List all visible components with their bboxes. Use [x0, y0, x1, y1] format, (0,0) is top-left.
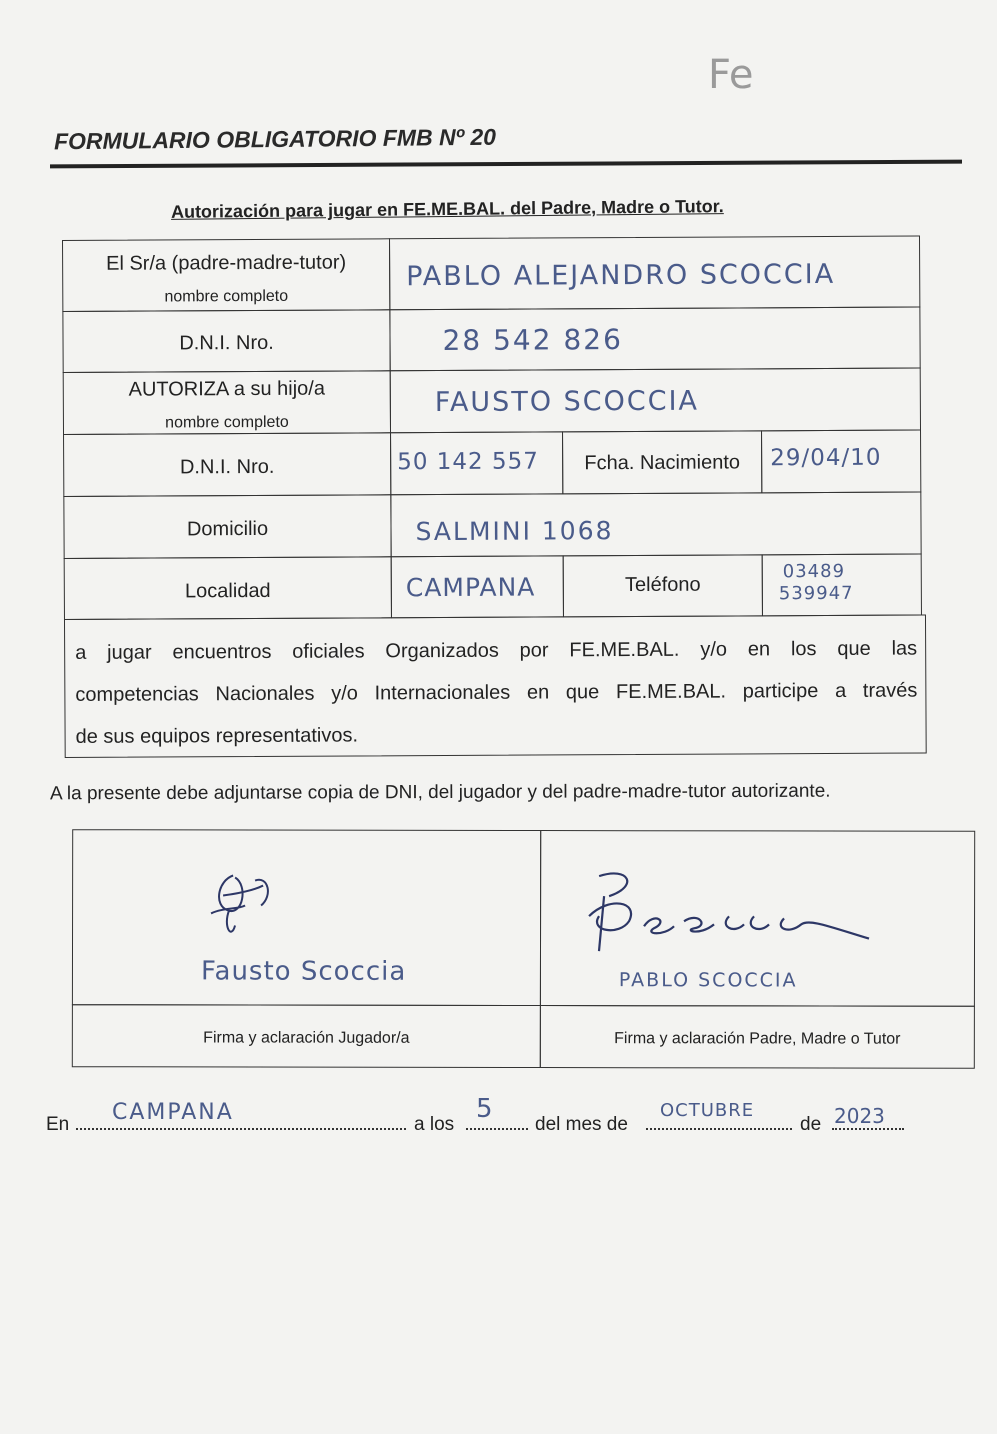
tutor-sublabel: nombre completo — [164, 287, 289, 306]
en-label: En — [46, 1114, 70, 1135]
tutor-dni-value: 28 542 826 — [442, 323, 623, 358]
tutor-name-cell[interactable] — [389, 236, 920, 311]
hijo-name-value: FAUSTO SCOCCIA — [434, 385, 700, 419]
domicilio-label: Domicilio — [186, 517, 269, 541]
year-value[interactable]: 2023 — [834, 1104, 885, 1128]
month-value[interactable]: OCTUBRE — [660, 1100, 755, 1121]
day-dotted-line — [466, 1128, 528, 1130]
fecha-value: 29/04/10 — [770, 444, 882, 472]
jugador-caption-box — [72, 1004, 541, 1068]
hijo-dni-value: 50 142 557 — [397, 448, 539, 476]
telefono-value-2: 539947 — [778, 582, 854, 605]
localidad-cell[interactable] — [391, 555, 564, 618]
form-subtitle: Autorización para jugar en FE.ME.BAL. del Padre, Madre o Tutor. — [170, 196, 724, 222]
authorization-text-cell — [64, 614, 927, 758]
federation-logo-text: Fe — [708, 52, 754, 98]
domicilio-label-cell — [63, 494, 391, 559]
mes-label: del mes de — [535, 1114, 628, 1135]
year-dotted-line — [832, 1128, 904, 1130]
authorization-table — [62, 235, 925, 757]
jugador-printed-name: Fausto Scoccia — [200, 956, 407, 987]
de-label: de — [800, 1114, 822, 1135]
place-date-line — [46, 1094, 926, 1150]
attachment-note: A la presente debe adjuntarse copia de DNI, del jugador y del padre-madre-tutor autorizante. — [49, 780, 831, 805]
en-dotted-line — [76, 1128, 406, 1130]
title-rule — [50, 160, 962, 169]
paragraph-line-3: de sus equipos representativos. — [75, 724, 359, 748]
hijo-label: AUTORIZA a su hijo/a — [128, 377, 326, 401]
domicilio-value: SALMINI 1068 — [415, 516, 614, 547]
day-value[interactable]: 5 — [476, 1094, 495, 1124]
hijo-sublabel: nombre completo — [165, 413, 289, 432]
telefono-label-cell — [563, 554, 763, 617]
localidad-value: CAMPANA — [405, 572, 536, 603]
jugador-signature-box[interactable] — [72, 829, 541, 1006]
tutor-dni-label: D.N.I. Nro. — [179, 331, 274, 355]
telefono-label: Teléfono — [624, 573, 701, 597]
month-dotted-line — [646, 1128, 792, 1130]
fecha-label: Fcha. Nacimiento — [584, 451, 741, 475]
hijo-name-cell[interactable] — [390, 368, 921, 434]
telefono-cell[interactable] — [762, 554, 922, 617]
hijo-label-cell — [63, 370, 391, 435]
domicilio-cell[interactable] — [390, 492, 921, 558]
authorization-paragraph — [75, 628, 918, 758]
tutor-name-value: PABLO ALEJANDRO SCOCCIA — [406, 258, 836, 293]
tutor-dni-cell[interactable] — [389, 307, 920, 372]
fecha-label-cell — [562, 430, 762, 494]
paragraph-line-2: competencias Nacionales y/o Internacionales en que FE.ME.BAL. participe a través — [75, 679, 918, 706]
jugador-caption: Firma y aclaración Jugador/a — [203, 1029, 410, 1047]
telefono-value-1: 03489 — [782, 560, 846, 583]
tutor-label-cell — [62, 238, 390, 312]
tutor-caption-box — [540, 1005, 975, 1069]
tutor-caption: Firma y aclaración Padre, Madre o Tutor — [614, 1030, 901, 1048]
signature-table — [72, 829, 975, 1069]
hijo-dni-cell[interactable] — [390, 431, 563, 495]
hijo-dni-label-cell — [63, 432, 391, 497]
paragraph-line-1: a jugar encuentros oficiales Organizados por FE.ME.BAL. y/o en los que las — [75, 637, 918, 664]
tutor-signature-scribble — [569, 866, 909, 957]
localidad-label-cell — [64, 556, 392, 620]
tutor-printed-name: PABLO SCOCCIA — [618, 969, 798, 992]
jugador-signature-scribble — [193, 865, 283, 945]
localidad-label: Localidad — [184, 579, 271, 603]
tutor-dni-label-cell — [62, 309, 390, 373]
fecha-cell[interactable] — [761, 430, 921, 494]
a-los-label: a los — [414, 1114, 455, 1135]
form-title: FORMULARIO OBLIGATORIO FMB Nº 20 — [53, 123, 497, 155]
hijo-dni-label: D.N.I. Nro. — [179, 455, 275, 479]
tutor-signature-box[interactable] — [540, 830, 975, 1007]
en-value[interactable]: CAMPANA — [112, 1100, 234, 1125]
tutor-label: El Sr/a (padre-madre-tutor) — [106, 251, 347, 275]
